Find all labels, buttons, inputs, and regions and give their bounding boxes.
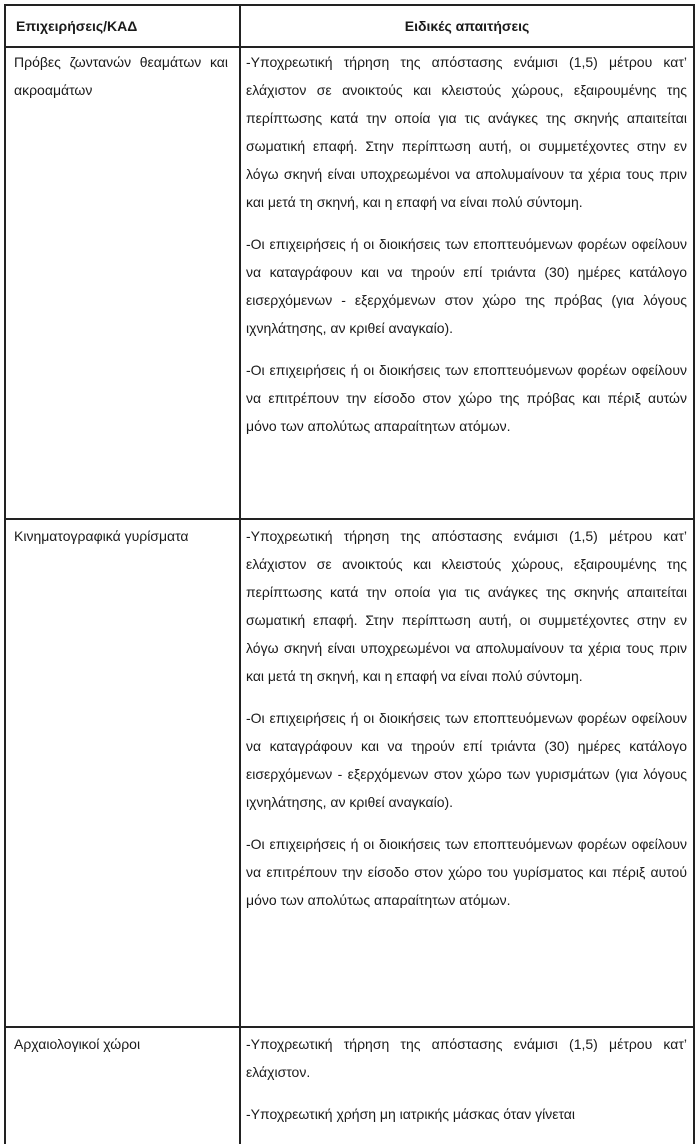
column-divider (239, 6, 241, 1144)
row-1-paragraph-2: -Οι επιχειρήσεις ή οι διοικήσεις των εποπτευόμενων φορέων οφείλουν να καταγράφουν και να τηρούν επί τριάντα (30) ημέρες κατάλογο εισερχόμενων - εξερχόμενων στον χώρο της πρόβας (για λόγους ιχνηλάτησης, αν κριθεί αναγκαίο). (246, 236, 687, 336)
row-divider-1 (6, 518, 693, 520)
row-2-paragraph-1: -Υποχρεωτική τήρηση της απόστασης ενάμισι (1,5) μέτρου κατ’ ελάχιστον σε ανοικτούς και κλειστούς χώρους, εξαιρουμένης της περίπτωσης κατά την οποία για τις ανάγκες της σκηνής απαιτείται σωματική επαφή. Στην περίπτωση αυτή, οι συμμετέχοντες στην εν λόγω σκηνή είναι υποχρεωμένοι να απολυμαίνουν τα χέρια τους πριν και μετά τη σκηνή, και η επαφή να είναι πολύ σύντομη. (246, 528, 687, 684)
row-2-paragraph-2: -Οι επιχειρήσεις ή οι διοικήσεις των εποπτευόμενων φορέων οφείλουν να καταγράφουν και να τηρούν επί τριάντα (30) ημέρες κατάλογο εισερχόμενων - εξερχόμενων στον χώρο των γυρισμάτων (για λόγους ιχνηλάτησης, αν κριθεί αναγκαίο). (246, 710, 687, 810)
row-1-business: Πρόβες ζωντανών θεαμάτων και ακροαμάτων (14, 54, 228, 98)
row-1-paragraph-1: -Υποχρεωτική τήρηση της απόστασης ενάμισι (1,5) μέτρου κατ’ ελάχιστον σε ανοικτούς και κλειστούς χώρους, εξαιρουμένης της περίπτωσης κατά την οποία για τις ανάγκες της σκηνής απαιτείται σωματική επαφή. Στην περίπτωση αυτή, οι συμμετέχοντες στην εν λόγω σκηνή είναι υποχρεωμένοι να απολυμαίνουν τα χέρια τους πριν και μετά τη σκηνή, και η επαφή να είναι πολύ σύντομη. (246, 54, 687, 210)
row-divider-2 (6, 1026, 693, 1028)
row-3-paragraph-1: -Υποχρεωτική τήρηση της απόστασης ενάμισι (1,5) μέτρου κατ’ ελάχιστον. (246, 1036, 687, 1080)
row-2-paragraph-3: -Οι επιχειρήσεις ή οι διοικήσεις των εποπτευόμενων φορέων οφείλουν να επιτρέπουν την είσοδο στον χώρο του γυρίσματος και πέριξ αυτού μόνο των απολύτως απαραίτητων ατόμων. (246, 836, 687, 908)
row-2-requirements (246, 522, 687, 928)
row-3-requirements (246, 1030, 687, 1142)
row-2-business: Κινηματογραφικά γυρίσματα (14, 528, 189, 544)
requirements-table (4, 4, 695, 1144)
header-businesses: Επιχειρήσεις/ΚΑΔ (16, 18, 138, 34)
row-3-paragraph-2: -Υποχρεωτική χρήση μη ιατρικής μάσκας όταν γίνεται (246, 1106, 576, 1122)
header-requirements: Ειδικές απαιτήσεις (404, 18, 530, 34)
row-3-business: Αρχαιολογικοί χώροι (14, 1036, 141, 1052)
row-1-paragraph-3: -Οι επιχειρήσεις ή οι διοικήσεις των εποπτευόμενων φορέων οφείλουν να επιτρέπουν την είσοδο στον χώρο της πρόβας και πέριξ αυτών μόνο των απολύτως απαραίτητων ατόμων. (246, 362, 687, 434)
row-1-requirements (246, 48, 687, 454)
